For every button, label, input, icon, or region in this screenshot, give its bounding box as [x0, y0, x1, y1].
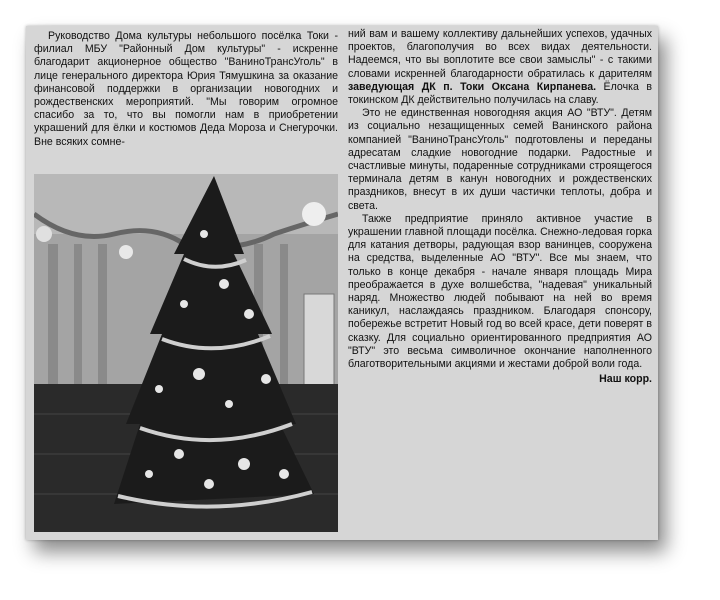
article-right-column: [348, 28, 652, 386]
author-name: заведующая ДК п. Токи Оксана Кирпанева.: [348, 80, 597, 93]
paragraph-text: ний вам и вашему коллективу дальнейших успехов, удачных проектов, благополучия во всех видах деятельности. Надеемся, что вы воплотите все свои замыслы" - с такими словами искренней благодарности обратилась к дарителям: [348, 28, 652, 80]
article-paragraph-2: Это не единственная новогодняя акция АО "ВТУ". Детям из социально незащищенных семей Ванинского района компанией "ВаниноТрансУголь" подготовлены и переданы адресатам сладкие новогодние подарки. Радостные и счастливые минуты, подаренные сотрудниками строящегося терминала детям в канун новогодних и рождественских праздников, внесут в их души частички теплоты, добра и света.: [348, 107, 652, 212]
newspaper-clipping: [26, 26, 658, 540]
article-paragraph-1: Руководство Дома культуры небольшого посёлка Токи - филиал МБУ "Районный Дом культуры" - искренне благодарит акционерное общество "ВаниноТрансУголь" в лице генерального директора Юрия Тямушкина за оказание финансовой поддержки в организации новогодних и рождественских мероприятий. "Мы говорим огромное спасибо за то, что вы помогли нам в приобретении украшений для ёлки и костюмов Деда Мороза и Снегурочки. Вне всяких сомне-: [34, 30, 338, 148]
article-paragraph-1-continued: [348, 28, 652, 107]
paragraph-text-end: Ёлочка в токинском ДК действительно получилась на славу.: [348, 80, 652, 107]
christmas-tree-photo: [34, 174, 338, 532]
article-signature: Наш корр.: [599, 373, 652, 386]
article-paragraph-3: Также предприятие приняло активное участие в украшении главной площади посёлка. Снежно-ледовая горка для катания детворы, радующая взор ванинцев, сооружена на средства, выделенные АО "ВТУ". Все мы знаем, что только в конце декабря - начале января площадь Мира преображается в духе волшебства, "надевая" уникальный наряд. Множество людей побывают на ней во время каникул, наслаждаясь праздником. Благодаря спонсору, побережье встретит Новый год во всей красе, дети поверят в сказку. Для социально ориентированного предприятия АО "ВТУ" это весьма символичное окончание наполненного благотворительными акциями и жестами доброй воли года.: [348, 212, 652, 371]
christmas-tree-illustration: [34, 174, 338, 532]
